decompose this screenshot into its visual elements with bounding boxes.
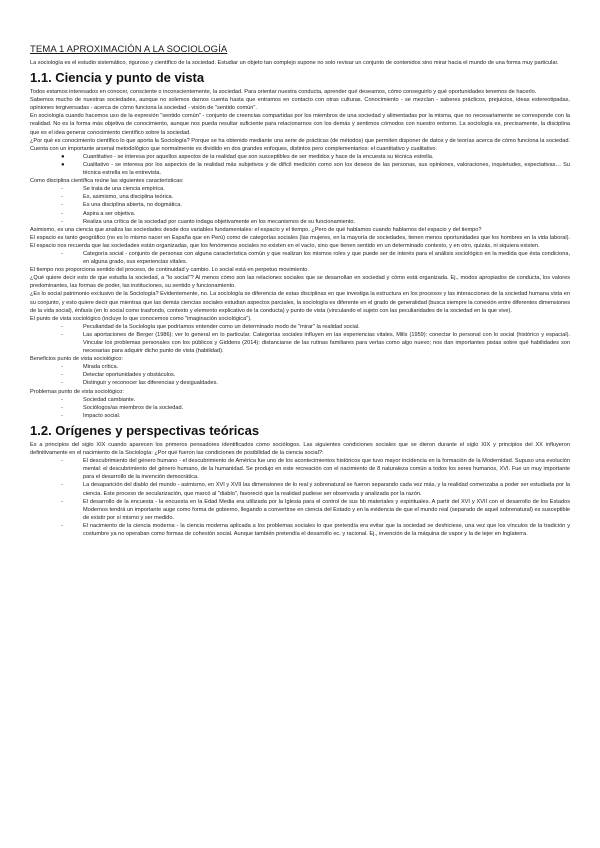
list-item: - Aspira a ser objetiva.	[61, 210, 136, 217]
paragraph: En sociología cuando hacemos uso de la expresión "sentido común" - conjunto de creencias compartidas por los miembros de una sociedad y alimentadas por la misma, que no necesariamente se corresponde con la realidad. No es la forma más objetiva de conocimiento, aunque nos pueda resultar suficiente para relacionarnos con los demás y sentirnos cómodos con nuestro entorno. La sociología es, precisamente, la disciplina que es el idea generar conocimiento científico sobre la sociedad.	[30, 113, 570, 136]
dash-icon: -	[61, 412, 63, 419]
paragraph: Asimismo, es una ciencia que analiza las sociedades desde dos variables fundamentales: el espacio y el tiempo. ¿Pero de qué hablamos cuando hablamos del espacio y del tiempo?	[30, 226, 482, 233]
dash-icon: -	[61, 250, 63, 257]
list-item: - Impacto social.	[61, 412, 121, 419]
list-item: ● Cualitativo - se interesa por los aspectos de la realidad más subjetivos y de difícil medición como son los deseos de las personas, sus opiniones, valoraciones, inquietudes, expectativas… Su técnica estrella es la entrevista.	[61, 161, 570, 177]
dash-list-benefits	[30, 363, 570, 387]
dash-icon: -	[61, 364, 63, 371]
list-item: - Distinguir y reconocer las diferencias y desigualdades.	[61, 380, 218, 387]
list-item: - Las aportaciones de Berger (1986): ver lo general en lo particular. Categorías sociales influyen en las experiencias vitales, Mills (1959): conectar lo personal con lo social (histórico y espacial). Vincular los problemas personales con los públicos y Giddens (2014): distanciarse de las rutinas familiares para verlas como algo nuevo; nos dan importantes pistas sobre qué habilidades son necesarias para adquirir dicho punto de vista (habilidad).	[61, 331, 570, 355]
list-item: - El descubrimiento del género humano - el descubrimiento de América fue uno de los acontecimientos históricos que tuvo mayor incidencia en la formación de la Modernidad. Supuso una evolución mental: el descubrimiento del género humano, de la humanidad. Se produjo en este recreación con el nacimiento de 8 naturaleza común a todos los seres humanos, XVI. Fue un muy importante para el desarrollo de la invención democrática.	[61, 458, 570, 481]
paragraph: ¿Qué quiere decir esto de que estudia la sociedad, a "lo social"? Al menos cómo son las relaciones sociales que se desarrollan en sociedad y cómo está organizada. Ej., modos apropiados de conducta, los valores predominantes, las formas de poder, las instituciones, su sentido y funcionamiento.	[30, 275, 570, 290]
dash-icon: -	[61, 194, 63, 201]
list-item: - Detectar oportunidades y obstáculos.	[61, 372, 176, 379]
dash-icon: -	[61, 458, 63, 465]
dash-icon: -	[61, 218, 63, 225]
dash-icon: -	[61, 202, 63, 209]
dash-icon: -	[61, 498, 63, 505]
dash-list-viewpoint	[30, 323, 570, 355]
dash-list-characteristics	[30, 185, 570, 225]
list-item: - Se trata de una ciencia empírica.	[61, 186, 165, 193]
bullet-icon: ●	[61, 161, 65, 168]
dash-list-origins	[30, 457, 570, 538]
list-item: - Categoría social - conjunto de personas con alguna característica común y que realizan los mismos roles y que puede ser de interés para el análisis sociológico en la medida que ésta condiciona, en alguna grado, sus experiencias vitales.	[61, 250, 570, 266]
dash-icon: -	[61, 522, 63, 529]
dash-icon: -	[61, 186, 63, 193]
dash-icon: -	[61, 323, 63, 330]
section-heading-1-1: 1.1. Ciencia y punto de vista	[30, 70, 205, 86]
dash-icon: -	[61, 372, 63, 379]
paragraph: Todos estamos interesados en conocer, consciente o inconscientemente, la sociedad. Para orientar nuestra conducta, aprender qué deseamos, cómo conseguirlo y qué oportunidades tenemos de hacerlo.	[30, 89, 537, 96]
list-item: - Es, asimismo, una disciplina teórica.	[61, 194, 174, 201]
dash-list-problems	[30, 396, 570, 420]
dash-icon: -	[61, 404, 63, 411]
list-item: - Peculiaridad de la Sociología que podríamos entender como un determinado modo de "mirar" la realidad social.	[61, 323, 360, 330]
dash-icon: -	[61, 380, 63, 387]
list-item: - El nacimiento de la ciencia moderna - la ciencia moderna aplicada a los problemas sociales lo que pretendía era evitar que la sociedad se deshiciese, una vez que los vínculos de la tradición y costumbre ya no operaban como formas de cohesión social. Aunque también pretendía el desarrollo ec. y racional. Ej., invención de la máquina de vapor y la de tejer en Inglaterra.	[61, 522, 570, 537]
list-item: - Sociedad cambiante.	[61, 396, 136, 403]
paragraph: El espacio es tanto geográfico (no es lo mismo nacer en España que en Perú) como de categorías sociales (las mujeres, en la mayoría de sociedades, tienen menos oportunidades que los hombres en la vida laboral). El espacio nos recuerda que las sociedades están organizadas, que los fenómenos sociales no existen en el vacío, sino que tienen sentido en un determinado contexto, y en otro, quizás, ni siquiera existen.	[30, 234, 570, 249]
list-item: - Es una disciplina abierta, no dogmática.	[61, 202, 182, 209]
bullet-icon: ●	[61, 153, 65, 160]
paragraph: Como disciplina científica reúne las siguientes características:	[30, 178, 184, 185]
list-item: - La desaparición del diablo del mundo - asimismo, en XVI y XVII las dimensiones de lo real y sobrenatural se fueron separando cada vez más, y la realidad comenzaba a poder ser estudiada por la ciencia. Este proceso de secularización, que marcó al "diablo", favoreció que la realidad pudiese ser observada y analizada por la razón.	[61, 482, 570, 497]
list-item: - Mirada crítica.	[61, 364, 119, 371]
paragraph: ¿Por qué es conocimiento científico lo que aporta la Sociología? Porque se ha obtenido mediante una serie de prácticas (de métodos) que permiten disponer de datos y de teorías acerca de cómo funciona la sociedad. Cuenta con un importante arsenal metodológico que normalmente es dividido en dos grandes enfoques, distintos pero complementarios: el cuantitativo y cualitativo.	[30, 137, 570, 152]
paragraph: Beneficios punto de vista sociológico:	[30, 356, 123, 363]
paragraph: Sabemos mucho de nuestras sociedades, aunque no solemos darnos cuenta hasta que entramos en contacto con otras culturas. Conocimiento - se mezclan - saberes prácticos, prejuicios, ideas estereotipadas, opiniones tergiversadas - acerca de cómo funciona la sociedad - visión de "sentido común".	[30, 97, 570, 112]
paragraph: ¿Es lo social patrimonio exclusivo de la Sociología? Evidentemente, no. La sociología se diferencia de estas disciplinas en que investiga la estructura en los procesos y las interacciones de la sociedad humana vista en su conjunto, y esto quiere decir que mientras que las demás ciencias sociales estudian aspectos parciales, la sociología es diferente en el grado de generalidad (busca siempre la conexión entre diferentes dimensiones de la vida social), énfasis (en lo social como trasfondo, contexto y elemento explicativo de la conducta) y punto de vista (vinculando el sujeto con las peculiaridades de la sociedad en la que vive).	[30, 291, 570, 314]
paragraph: El tiempo nos proporciona sentido del proceso, de continuidad y cambio. Lo social está en perpetuo movimiento.	[30, 267, 309, 274]
dash-list-category	[30, 250, 570, 266]
list-item: - El desarrollo de la encuesta - la encuesta en la Edad Media era utilizada por la Iglesia para el control de sus bb materiales y espirituales. A partir del XVI y XVII con el desarrollo de los Estados Modernos tendrá un importante auge como forma de gobierno, llegando a convertirse en ciencia del Estado y en la evidencia de que el mundo real (separado de aquel sobrenatural) es susceptible de existir por sí mismo y ser medido.	[61, 498, 570, 521]
section-heading-1-2: 1.2. Orígenes y perspectivas teóricas	[30, 422, 260, 438]
intro-paragraph: La sociología es el estudio sistemático, riguroso y científico de la sociedad. Estudiar un objeto tan complejo supone no solo revisar un conjunto de contenidos sino mirar hacia el mundo de una forma muy particular.	[30, 60, 559, 66]
dash-icon: -	[61, 331, 63, 338]
paragraph: Es a principios del siglo XIX cuando aparecen los primeros pensadores identificados como sociólogos. Las siguientes condiciones sociales que se dieron durante el siglo XIX y principios del XX influyeron definitivamente en el nacimiento de la Sociología: ¿Por qué fueron las condiciones de posibilidad de la ciencia social?:	[30, 441, 570, 457]
paragraph: El punto de vista sociológico (incluye lo que conocemos como "imaginación sociológica").	[30, 315, 252, 322]
dash-icon: -	[61, 210, 63, 217]
dash-icon: -	[61, 482, 63, 489]
paragraph: Problemas punto de vista sociológico:	[30, 388, 124, 395]
bullet-list-methods	[30, 153, 570, 177]
list-item: - Sociólogos/as miembros de la sociedad.	[61, 404, 184, 411]
list-item: ● Cuantitativo - se interesa por aquellos aspectos de la realidad que son susceptibles de ser medidos y hace de la encuesta su técnica estrella.	[61, 153, 434, 160]
list-item: - Realiza una crítica de la sociedad por cuanto indaga objetivamente en los mecanismos de su funcionamiento.	[61, 218, 356, 225]
dash-icon: -	[61, 396, 63, 403]
document-title: TEMA 1 APROXIMACIÓN A LA SOCIOLOGÍA	[30, 44, 228, 55]
